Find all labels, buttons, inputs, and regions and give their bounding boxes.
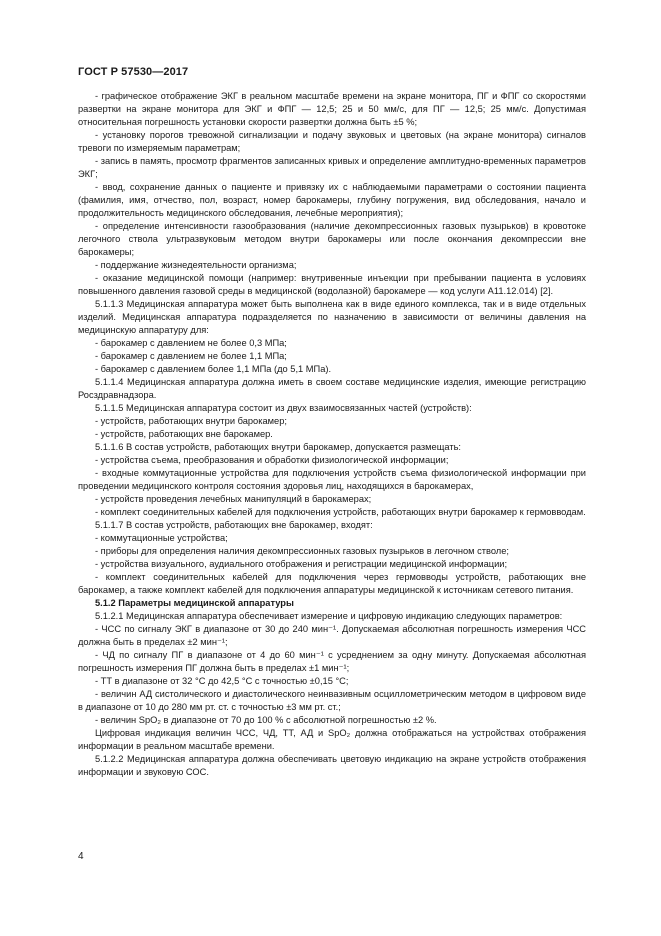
paragraph: - ввод, сохранение данных о пациенте и привязку их с наблюдаемыми параметрами о состоянии пациента (фамилия, имя, отчество, пол, возраст, номер барокамеры, глубину погружения, вид обследования, начало и продолжительность медицинского обследования, лечебные мероприятия); — [78, 182, 586, 218]
paragraph: 5.1.1.5 Медицинская аппаратура состоит из двух взаимосвязанных частей (устройств): — [95, 403, 472, 413]
page-number: 4 — [78, 851, 84, 862]
paragraph: - коммутационные устройства; — [95, 533, 228, 543]
paragraph: - величин SpO₂ в диапазоне от 70 до 100 % с абсолютной погрешностью ±2 %. — [95, 715, 437, 725]
paragraph: 5.1.2.2 Медицинская аппаратура должна обеспечивать цветовую индикацию на экране устройств отображения информации и звуковую СОС. — [78, 754, 586, 777]
paragraph: - входные коммутационные устройства для подключения устройств съема физиологической информации при проведении медицинского контроля состояния здоровья лиц, находящихся в барокамерах, — [78, 468, 586, 491]
paragraph: - барокамер с давлением не более 0,3 МПа; — [95, 338, 287, 348]
paragraph: - ЧСС по сигналу ЭКГ в диапазоне от 30 до 240 мин⁻¹. Допускаемая абсолютная погрешность измерения ЧСС должна быть в пределах ±2 мин⁻¹; — [78, 624, 586, 647]
paragraph: - устройств проведения лечебных манипуляций в барокамерах; — [95, 494, 372, 504]
paragraph: - устройств, работающих вне барокамер. — [95, 429, 273, 439]
paragraph: - запись в память, просмотр фрагментов записанных кривых и определение амплитудно-временных параметров ЭКГ; — [78, 156, 586, 179]
paragraph: - ТТ в диапазоне от 32 °С до 42,5 °С с точностью ±0,15 °С; — [95, 676, 349, 686]
paragraph: 5.1.2.1 Медицинская аппаратура обеспечивает измерение и цифровую индикацию следующих параметров: — [95, 611, 563, 621]
paragraph: - барокамер с давлением не более 1,1 МПа; — [95, 351, 287, 361]
paragraph: - устройства визуального, аудиального отображения и регистрации медицинской информации; — [95, 559, 508, 569]
paragraph: - барокамер с давлением более 1,1 МПа (до 5,1 МПа). — [95, 364, 332, 374]
paragraph: 5.1.1.6 В состав устройств, работающих внутри барокамер, допускается размещать: — [95, 442, 462, 452]
paragraph: Цифровая индикация величин ЧСС, ЧД, ТТ, АД и SpO₂ должна отображаться на устройствах отображения информации в реальном масштабе времени. — [78, 728, 586, 751]
paragraph: - графическое отображение ЭКГ в реальном масштабе времени на экране монитора, ПГ и ФПГ со скоростями развертки на экране монитора для ЭКГ и ФПГ — 12,5; 25 и 50 мм/с, для ПГ — 12,5; 25 мм/с. Допустимая относительная погрешность установки скорости развертки должна быть ±5 %; — [78, 91, 586, 127]
paragraph: - оказание медицинской помощи (например: внутривенные инъекции при пребывании пациента в условиях повышенного давления газовой среды в медицинской (водолазной) барокамере — код услуги А11.12.014) [2]. — [78, 273, 586, 296]
document-body — [78, 90, 586, 779]
paragraph: - комплект соединительных кабелей для подключения устройств, работающих внутри барокамер к гермовводам. — [95, 507, 586, 517]
paragraph: - поддержание жизнедеятельности организма; — [95, 260, 297, 270]
paragraph: - комплект соединительных кабелей для подключения через гермовводы устройств, работающих вне барокамер, а также комплект кабелей для подключения аппаратуры медицинской к источникам сетевого питания. — [78, 572, 586, 595]
paragraph: - приборы для определения наличия декомпрессионных газовых пузырьков в легочном стволе; — [95, 546, 509, 556]
paragraph: - определение интенсивности газообразования (наличие декомпрессионных газовых пузырьков) в кровотоке легочного ствола ультразвуковым методом внутри барокамеры или после окончания декомпрессии вне барокамеры; — [78, 221, 586, 257]
paragraph: - величин АД систолического и диастолического неинвазивным осциллометрическим методом в цифровом виде в диапазоне от 10 до 280 мм рт. ст. с точностью ±3 мм рт. ст.; — [78, 689, 586, 712]
paragraph: - ЧД по сигналу ПГ в диапазоне от 4 до 60 мин⁻¹ с усреднением за одну минуту. Допускаемая абсолютная погрешность измерения ПГ должна быть в пределах ±1 мин⁻¹; — [78, 650, 586, 673]
paragraph: 5.1.1.4 Медицинская аппаратура должна иметь в своем составе медицинские изделия, имеющие регистрацию Росздравнадзора. — [78, 377, 586, 400]
paragraph: - установку порогов тревожной сигнализации и подачу звуковых и цветовых (на экране монитора) сигналов тревоги по измеряемым параметрам; — [78, 130, 586, 153]
paragraph: - устройств, работающих внутри барокамер; — [95, 416, 287, 426]
section-heading: 5.1.2 Параметры медицинской аппаратуры — [95, 598, 294, 608]
paragraph: 5.1.1.7 В состав устройств, работающих вне барокамер, входят: — [95, 520, 373, 530]
paragraph: 5.1.1.3 Медицинская аппаратура может быть выполнена как в виде единого комплекса, так и в виде отдельных изделий. Медицинская аппаратура подразделяется по назначению в зависимости от величины давления на медицинскую аппаратуру для: — [78, 299, 586, 335]
document-header: ГОСТ Р 57530—2017 — [78, 66, 189, 78]
paragraph: - устройства съема, преобразования и обработки физиологической информации; — [95, 455, 449, 465]
